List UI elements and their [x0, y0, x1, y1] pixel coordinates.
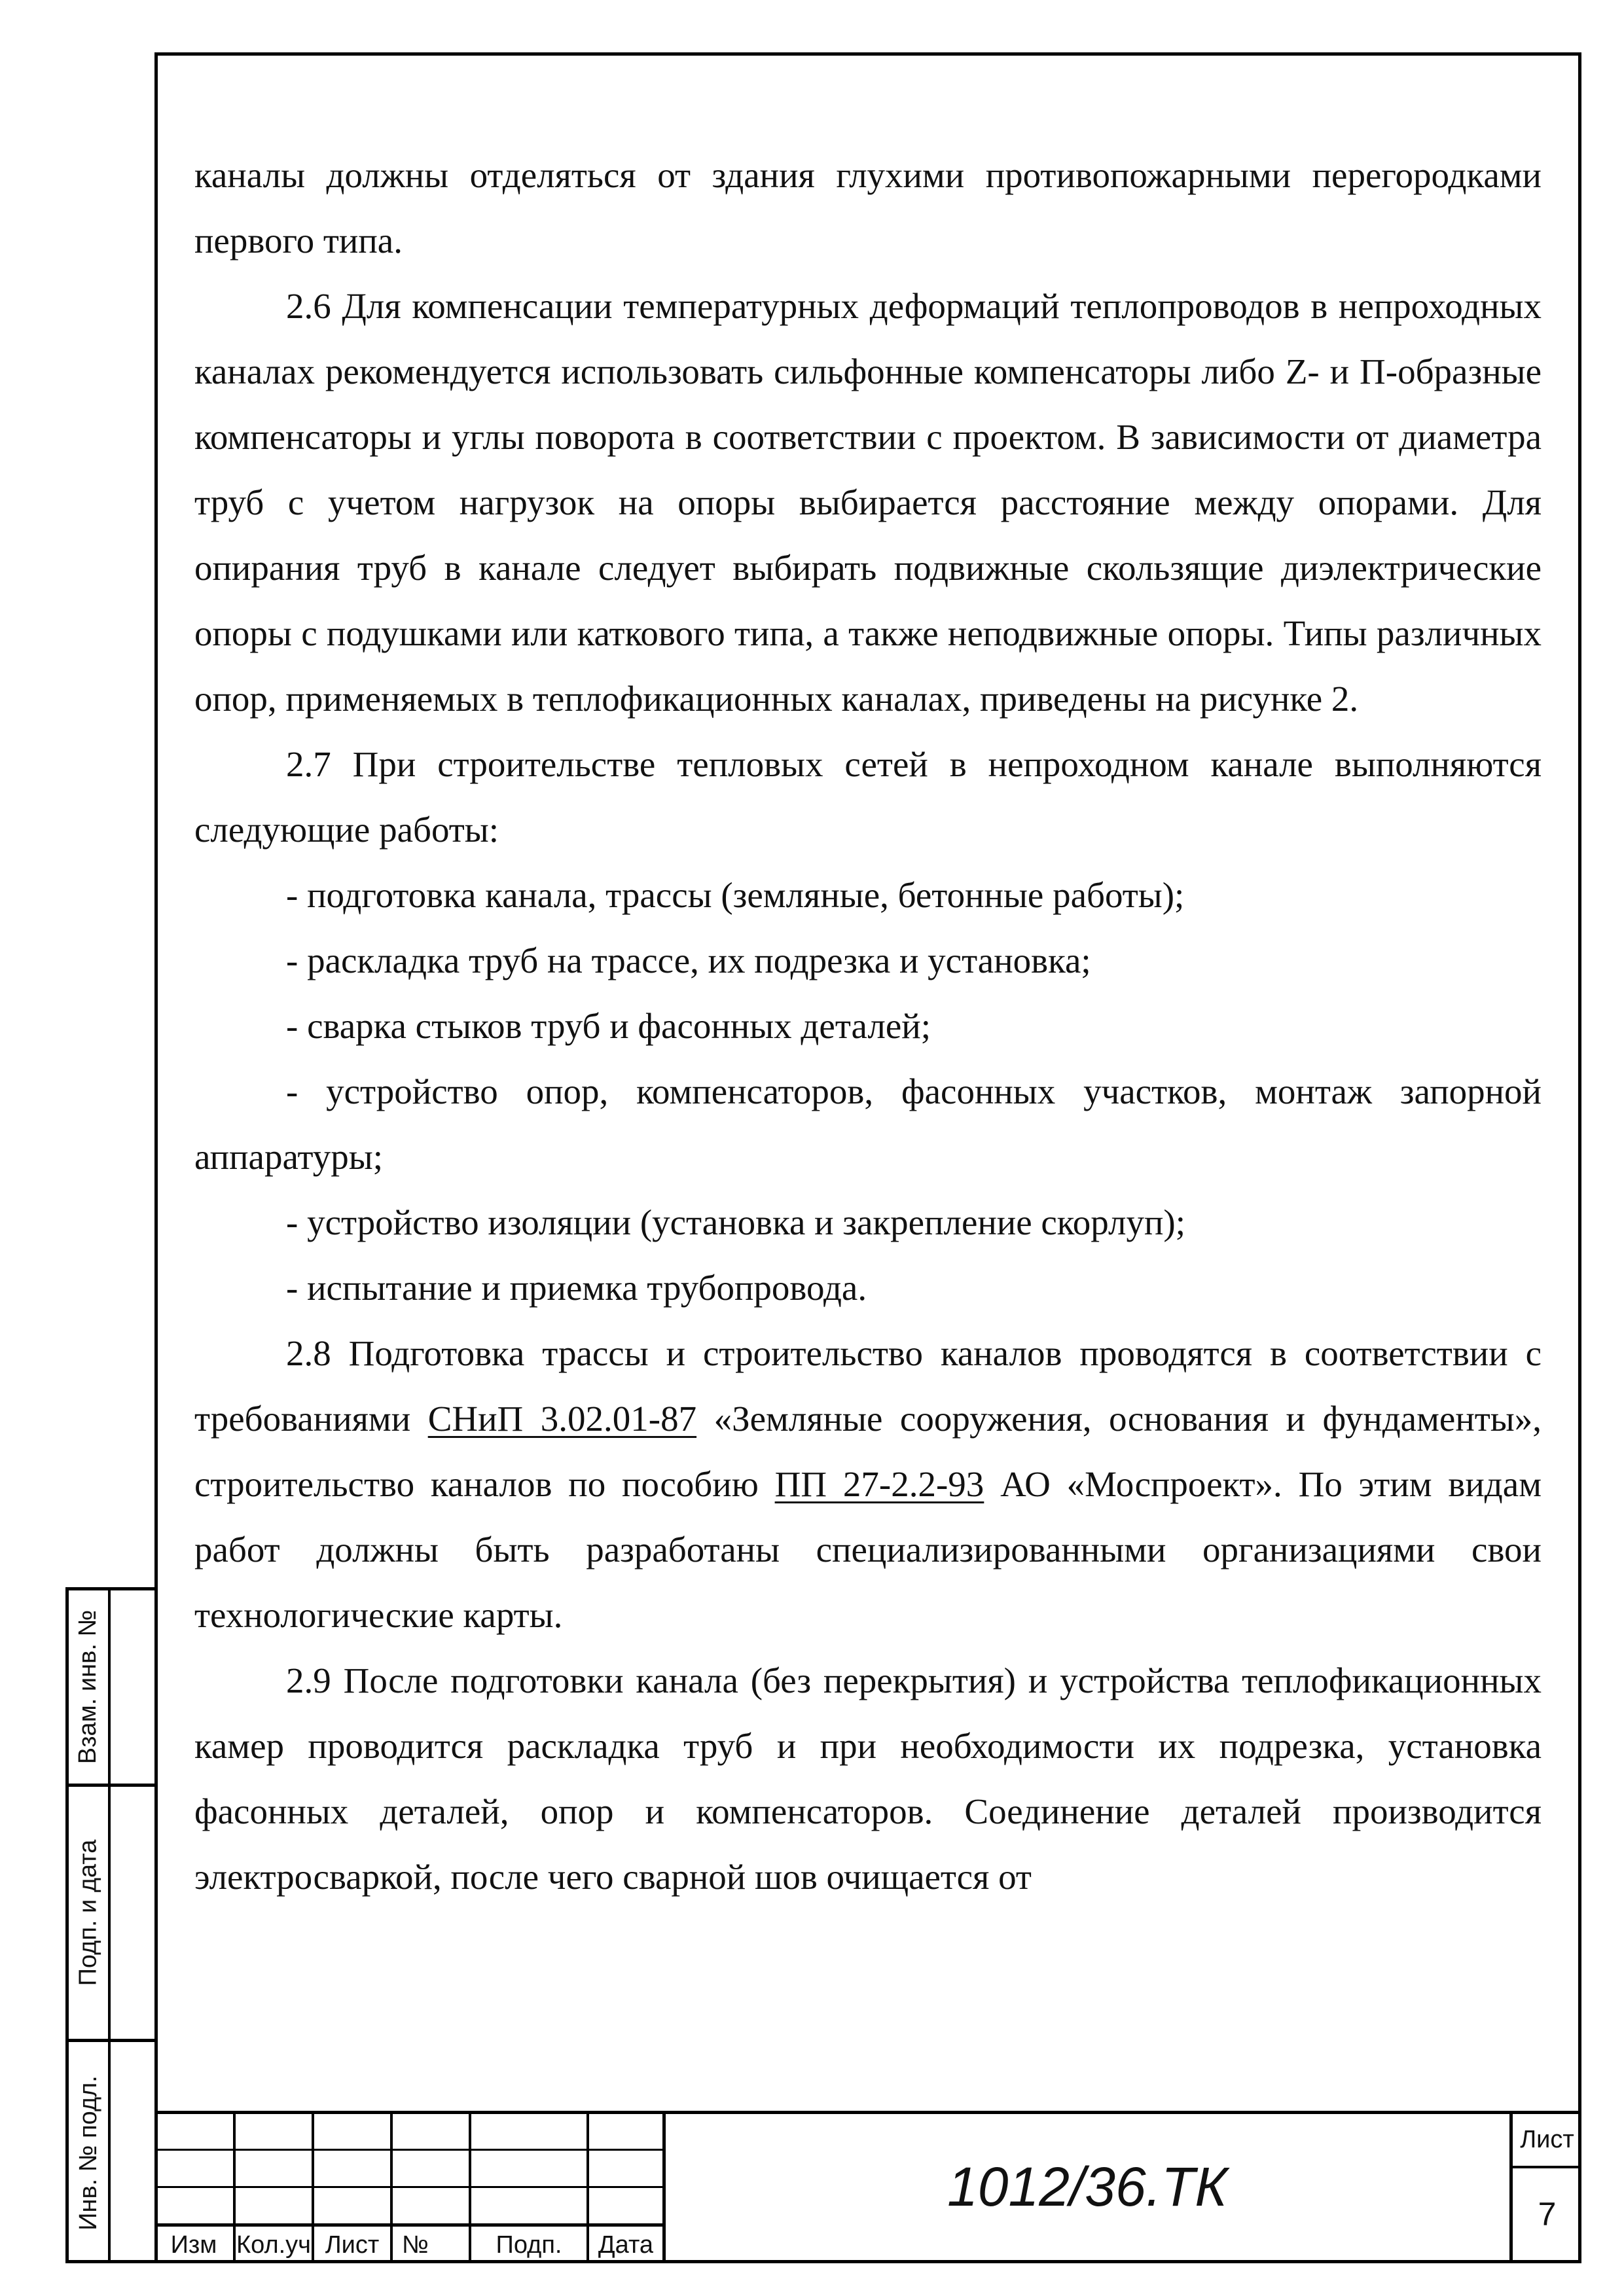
podp-data-label: Подп. и дата — [74, 1839, 102, 1986]
document-code: 1012/36.ТК — [947, 2156, 1227, 2217]
side-cell-podp — [69, 1787, 108, 2039]
sheet-label: Лист — [1520, 2126, 1574, 2153]
side-cell-vzam — [69, 1590, 108, 1784]
side-stamp — [65, 1587, 154, 2263]
header-number: № — [402, 2231, 429, 2259]
vzam-inv-label: Взам. инв. № — [74, 1609, 102, 1765]
list-item: - устройство изоляции (установка и закрепление скорлуп); — [286, 1202, 1185, 1242]
paragraph-2-8-part-c: АО «Моспроект». По этим видам работ должны быть разработаны специализированными организациями свои технологические карты. — [194, 1464, 1542, 1635]
sheet-number: 7 — [1538, 2196, 1557, 2233]
header-list: Лист — [325, 2231, 380, 2259]
document-body — [194, 143, 1542, 1910]
inv-podl-label: Инв. № подл. — [74, 2075, 102, 2231]
paragraph-2-8-part-b: «Земляные сооружения, основания и фундаменты», строительство каналов по пособию — [194, 1399, 1542, 1504]
paragraph-1: каналы должны отделяться от здания глухими противопожарными перегородками первого типа. — [194, 155, 1542, 260]
paragraph-2-7: 2.7 При строительстве тепловых сетей в непроходном канале выполняются следующие работы: — [194, 744, 1542, 850]
header-podp: Подп. — [496, 2231, 562, 2259]
title-block — [154, 2111, 1581, 2263]
list-item: - устройство опор, компенсаторов, фасонных участков, монтаж запорной аппаратуры; — [194, 1071, 1542, 1177]
paragraph-2-6: 2.6 Для компенсации температурных деформаций теплопроводов в непроходных каналах рекомендуется использовать сильфонные компенсаторы либо Z- и П-образные компенсаторы и углы поворота в соответствии с проектом. В зависимости от диаметра труб с учетом нагрузок на опоры выбирается расстояние между опорами. Для опирания труб в канале следует выбирать подвижные скользящие диэлектрические опоры с подушками или каткового типа, а также неподвижные опоры. Типы различных опор, применяемых в теплофикационных каналах, приведены на рисунке 2. — [194, 286, 1542, 719]
side-cell-inv — [69, 2042, 108, 2263]
list-item: - подготовка канала, трассы (земляные, бетонные работы); — [286, 875, 1185, 915]
pp-reference-link[interactable]: ПП 27-2.2-93 — [774, 1464, 984, 1504]
snip-reference-link[interactable]: СНиП 3.02.01-87 — [427, 1399, 697, 1439]
side-stamp-divider — [108, 1590, 111, 2260]
header-kol-uch: Кол.уч — [236, 2231, 311, 2259]
header-izm: Изм — [170, 2231, 217, 2259]
paragraph-2-9: 2.9 После подготовки канала (без перекрытия) и устройства теплофикационных камер проводится раскладка труб и при необходимости их подрезка, установка фасонных деталей, опор и компенсаторов. Соединение деталей производится электросваркой, после чего сварной шов очищается от — [194, 1660, 1542, 1897]
paragraph-2-8 — [194, 1321, 1542, 1648]
list-item: - сварка стыков труб и фасонных деталей; — [286, 1006, 931, 1046]
paragraph-2-8-part-a: 2.8 Подготовка трассы и строительство каналов проводятся в соответствии с требованиями — [194, 1333, 1542, 1439]
list-item: - раскладка труб на трассе, их подрезка и установка; — [286, 941, 1091, 980]
header-data: Дата — [598, 2231, 654, 2259]
list-item: - испытание и приемка трубопровода. — [286, 1268, 867, 1308]
